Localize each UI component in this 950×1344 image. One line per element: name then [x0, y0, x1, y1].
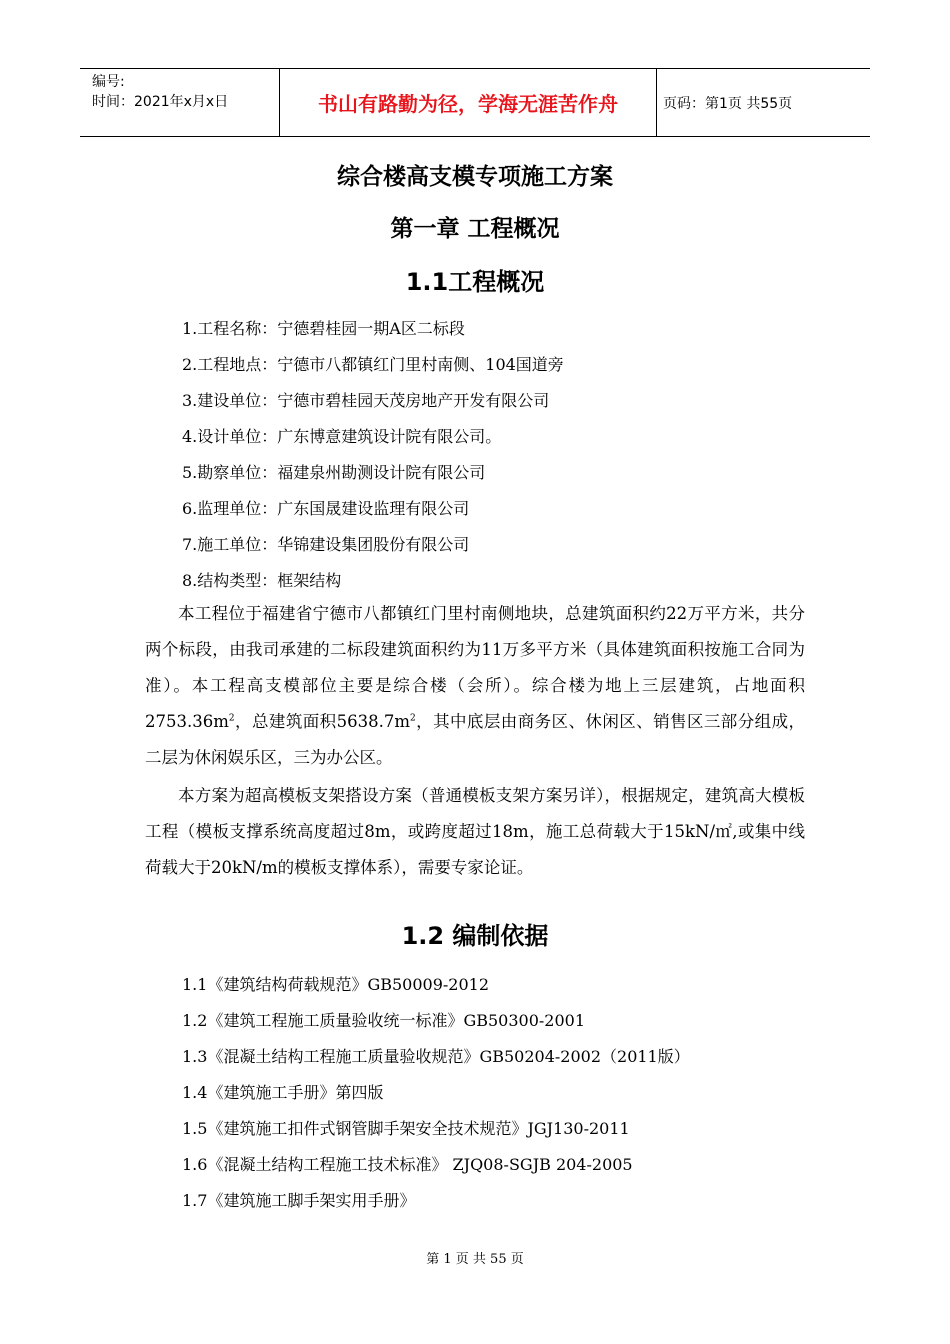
number-label: 编号: [92, 74, 125, 90]
list-item: 7.施工单位：华锦建设集团股份有限公司 [182, 535, 470, 554]
time-label: 时间：2021年x月x日 [92, 94, 229, 110]
superscript: 2 [228, 713, 235, 724]
superscript: 2 [409, 713, 416, 724]
header-page-label: 页码：第1页 共55页 [663, 95, 793, 112]
list-item: 1.工程名称：宁德碧桂园一期A区二标段 [182, 319, 465, 338]
section-heading-1-2: 1.2 编制依据 [401, 922, 549, 950]
reference-item: 1.1《建筑结构荷载规范》GB50009-2012 [182, 975, 490, 994]
header-motto: 书山有路勤为径，学海无涯苦作舟 [280, 69, 657, 136]
header-meta [80, 69, 280, 136]
overview-text-c: ，其中底层由商务区、休闲区、销售区三部分组成，二层为休闲娱乐区，三为办公区。 [145, 712, 805, 767]
overview-text-a: 本工程位于福建省宁德市八都镇红门里村南侧地块，总建筑面积约22万平方米，共分两个标段，由我司承建的二标段建筑面积约为11万多平方米（具体建筑面积按施工合同为准）。本工程高支模部位主要是综合楼（会所）。综合楼为地上三层建筑，占地面积2753.36m [145, 604, 805, 731]
chapter-heading: 第一章 工程概况 [390, 216, 560, 242]
page-footer: 第 1 页 共 55 页 [426, 1252, 524, 1267]
list-item: 5.勘察单位：福建泉州勘测设计院有限公司 [182, 463, 486, 482]
list-item: 3.建设单位：宁德市碧桂园天茂房地产开发有限公司 [182, 391, 550, 410]
reference-item: 1.2《建筑工程施工质量验收统一标准》GB50300-2001 [182, 1011, 586, 1030]
section-heading-1-1: 1.1工程概况 [405, 268, 545, 296]
list-item: 6.监理单位：广东国晟建设监理有限公司 [182, 499, 470, 518]
list-item: 8.结构类型：框架结构 [182, 571, 342, 590]
reference-item: 1.3《混凝土结构工程施工质量验收规范》GB50204-2002（2011版） [182, 1047, 690, 1066]
list-item: 4.设计单位：广东博意建筑设计院有限公司。 [182, 427, 502, 446]
reference-item: 1.7《建筑施工脚手架实用手册》 [182, 1191, 416, 1210]
list-item: 2.工程地点：宁德市八都镇红门里村南侧、104国道旁 [182, 355, 564, 374]
reference-item: 1.4《建筑施工手册》第四版 [182, 1083, 384, 1102]
scope-paragraph [145, 778, 805, 886]
scope-text: 本方案为超高模板支架搭设方案（普通模板支架方案另详），根据规定，建筑高大模板工程（模板支撑系统高度超过8m，或跨度超过18m，施工总荷载大于15kN/㎡,或集中线荷载大于20kN/m的模板支撑体系），需要专家论证。 [145, 786, 805, 877]
page-header [80, 68, 870, 137]
reference-item: 1.6《混凝土结构工程施工技术标准》 ZJQ08-SGJB 204-2005 [182, 1155, 633, 1174]
overview-text-b: ，总建筑面积5638.7m [234, 712, 410, 731]
reference-item: 1.5《建筑施工扣件式钢管脚手架安全技术规范》JGJ130-2011 [182, 1119, 630, 1138]
overview-paragraph [145, 596, 805, 776]
document-title: 综合楼高支模专项施工方案 [337, 164, 613, 190]
